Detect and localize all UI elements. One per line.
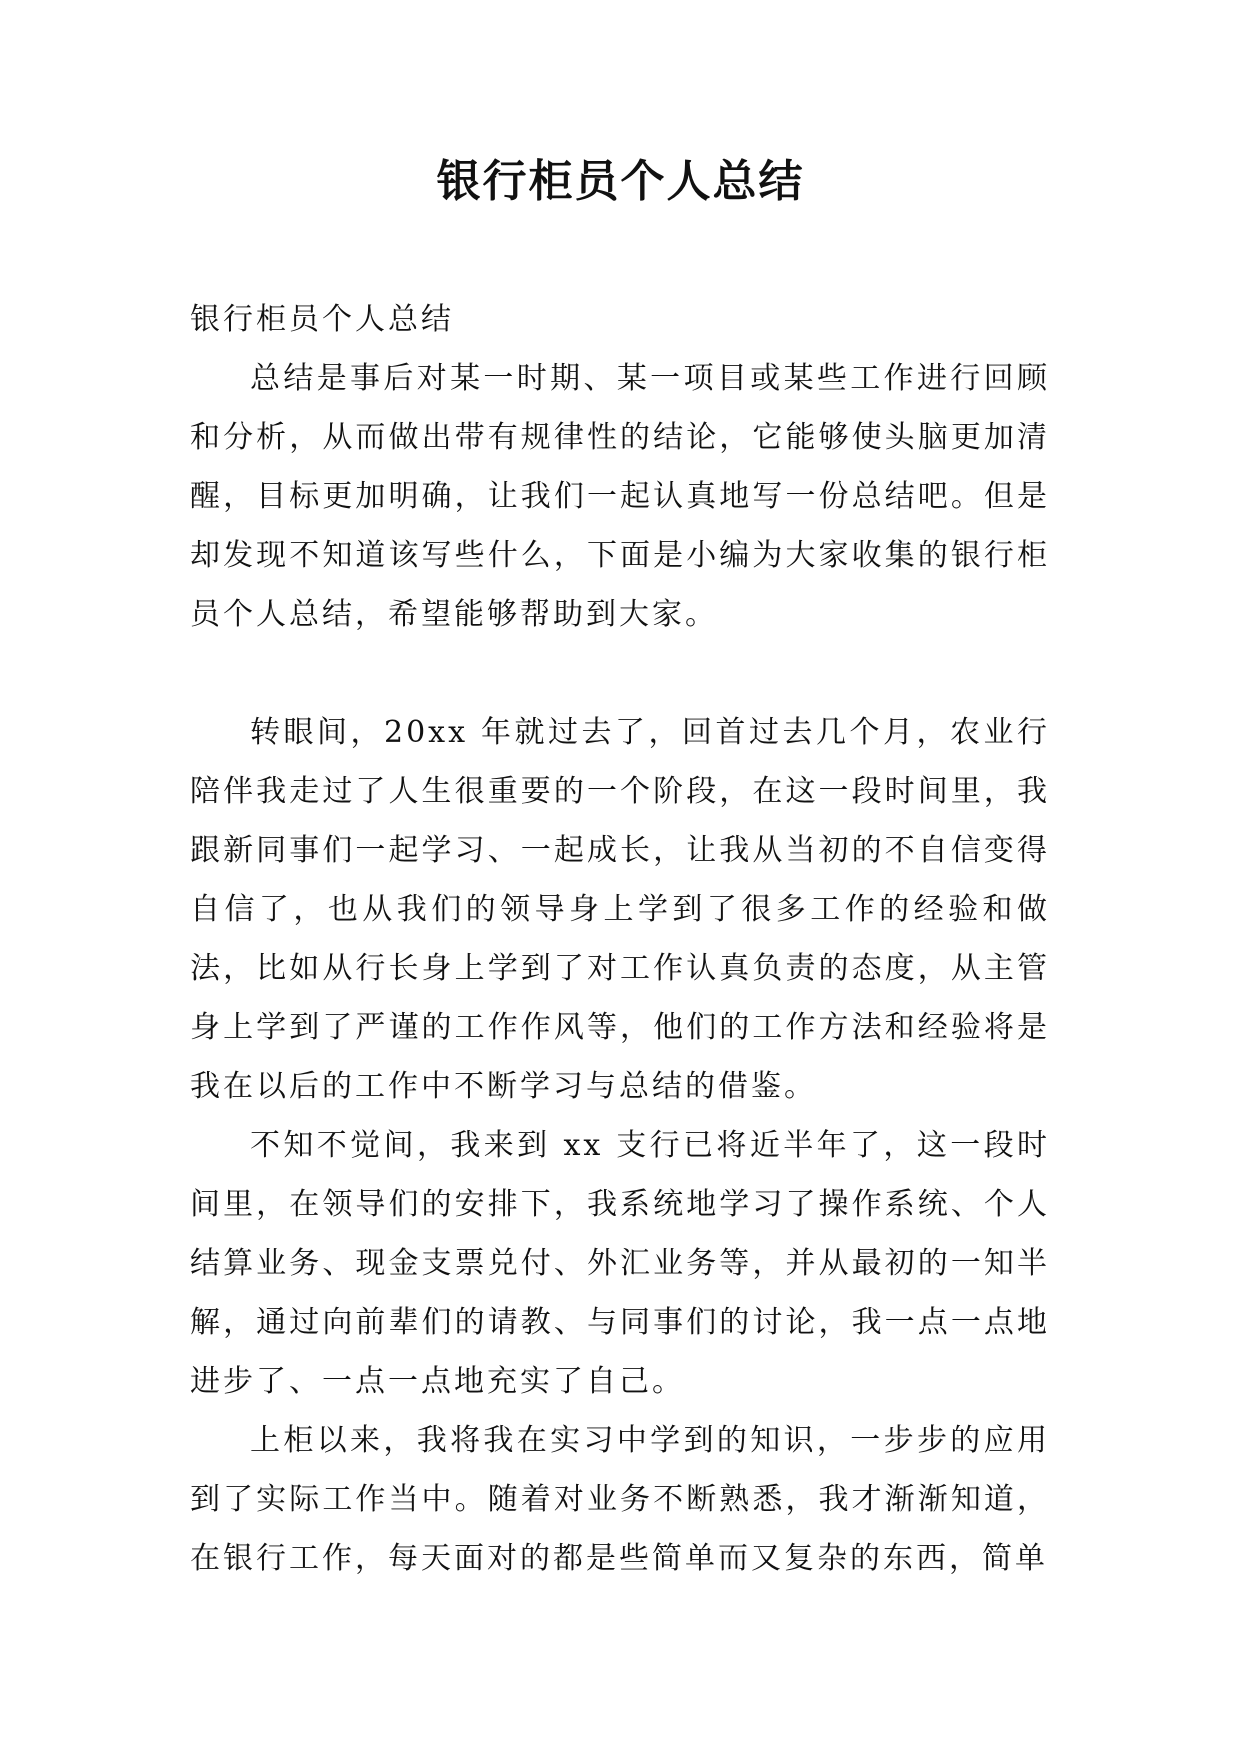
document-title: 银行柜员个人总结 [436, 156, 805, 207]
paragraph-intro: 总结是事后对某一时期、某一项目或某些工作进行回顾和分析，从而做出带有规律性的结论，它能够使头脑更加清醒，目标更加明确，让我们一起认真地写一份总结吧。但是却发现不知道该写些什么，下面是小编为大家收集的银行柜员个人总结，希望能够帮助到大家。 [190, 361, 1050, 632]
document-body [190, 290, 1050, 1588]
paragraph-2: 不知不觉间，我来到 xx 支行已将近半年了，这一段时间里，在领导们的安排下，我系统地学习了操作系统、个人结算业务、现金支票兑付、外汇业务等，并从最初的一知半解，通过向前辈们的请教、与同事们的讨论，我一点一点地进步了、一点一点地充实了自己。 [190, 1128, 1050, 1399]
document-subtitle: 银行柜员个人总结 [190, 302, 454, 337]
paragraph-3: 上柜以来，我将我在实习中学到的知识，一步步的应用到了实际工作当中。随着对业务不断熟悉，我才渐渐知道，在银行工作，每天面对的都是些简单而又复杂的东西，简单 [190, 1423, 1050, 1576]
paragraph-1: 转眼间，20xx 年就过去了，回首过去几个月，农业行陪伴我走过了人生很重要的一个阶段，在这一段时间里，我跟新同事们一起学习、一起成长，让我从当初的不自信变得自信了，也从我们的领导身上学到了很多工作的经验和做法，比如从行长身上学到了对工作认真负责的态度，从主管身上学到了严谨的工作作风等，他们的工作方法和经验将是我在以后的工作中不断学习与总结的借鉴。 [190, 715, 1050, 1104]
